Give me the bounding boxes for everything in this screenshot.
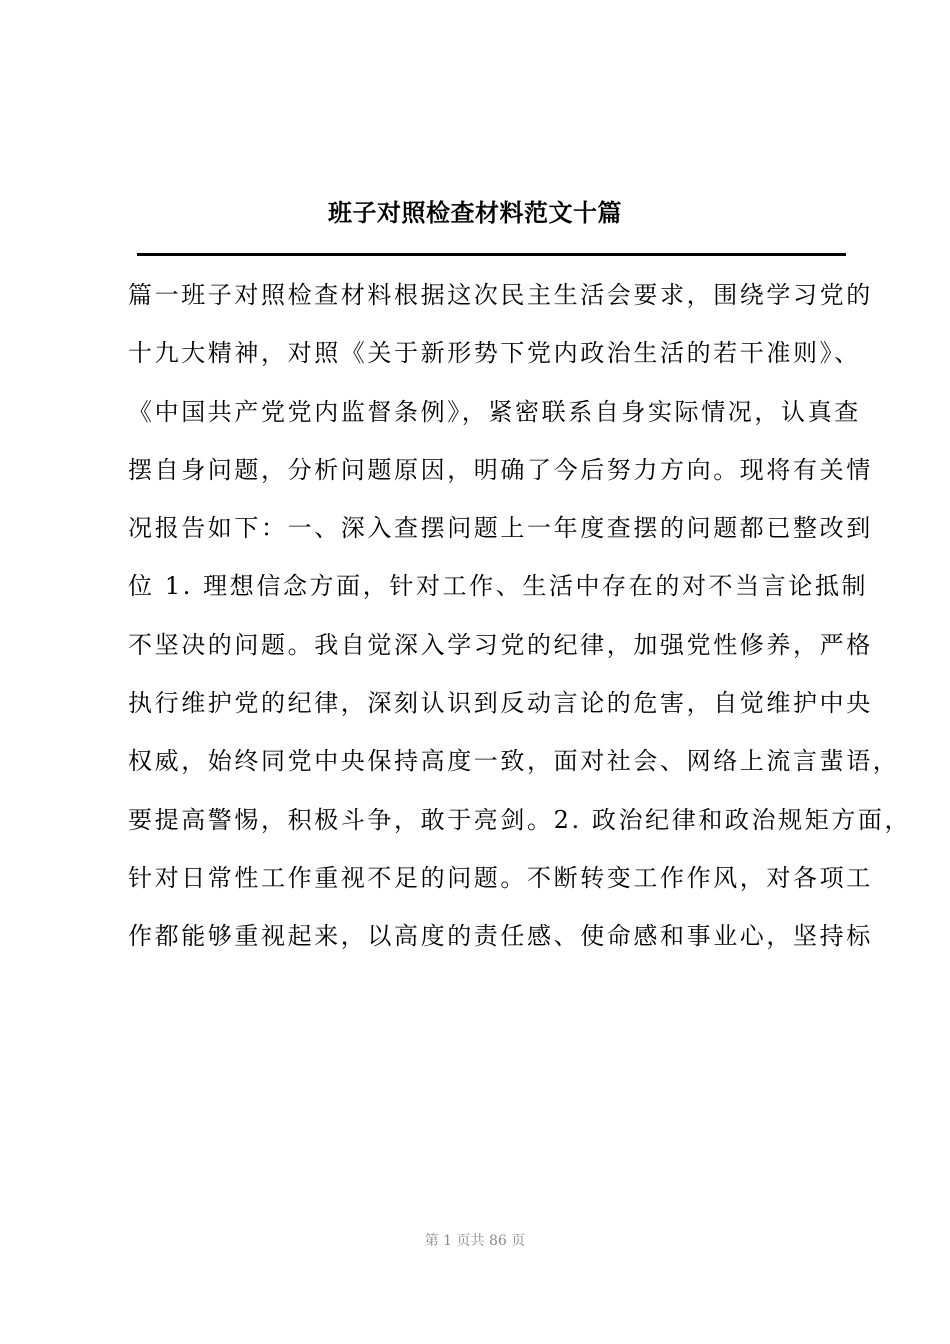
title-divider — [137, 253, 846, 256]
text-line: 执行维护党的纪律，深刻认识到反动言论的危害，自觉维护中央 — [128, 689, 873, 718]
text-line: 权威，始终同党中央保持高度一致，面对社会、网络上流言蜚语， — [128, 747, 900, 776]
text-line: 篇一班子对照检查材料根据这次民主生活会要求，围绕学习党的 — [128, 281, 873, 309]
text-line: 《中国共产党党内监督条例》，紧密联系自身实际情况，认真查 — [128, 397, 861, 426]
text-line: 十九大精神，对照《关于新形势下党内政治生活的若干准则》、 — [128, 339, 861, 368]
text-line: 不坚决的问题。我自觉深入学习党的纪律，加强党性修养，严格 — [128, 630, 873, 659]
text-line: 位 1. 理想信念方面，针对工作、生活中存在的对不当言论抵制 — [128, 572, 869, 601]
page-title: 班子对照检查材料范文十篇 — [328, 198, 622, 227]
page-footer: 第 1 页共 86 页 — [424, 1233, 526, 1249]
body-text — [128, 272, 912, 972]
text-line: 摆自身问题，分析问题原因，明确了今后努力方向。现将有关情 — [128, 455, 873, 484]
text-line: 作都能够重视起来，以高度的责任感、使命感和事业心，坚持标 — [128, 922, 873, 951]
text-line: 要提高警惕，积极斗争，敢于亮剑。2. 政治纪律和政治规矩方面， — [128, 805, 912, 834]
text-line: 针对日常性工作重视不足的问题。不断转变工作作风，对各项工 — [128, 863, 873, 892]
text-line: 况报告如下：一、深入查摆问题上一年度查摆的问题都已整改到 — [128, 514, 873, 543]
